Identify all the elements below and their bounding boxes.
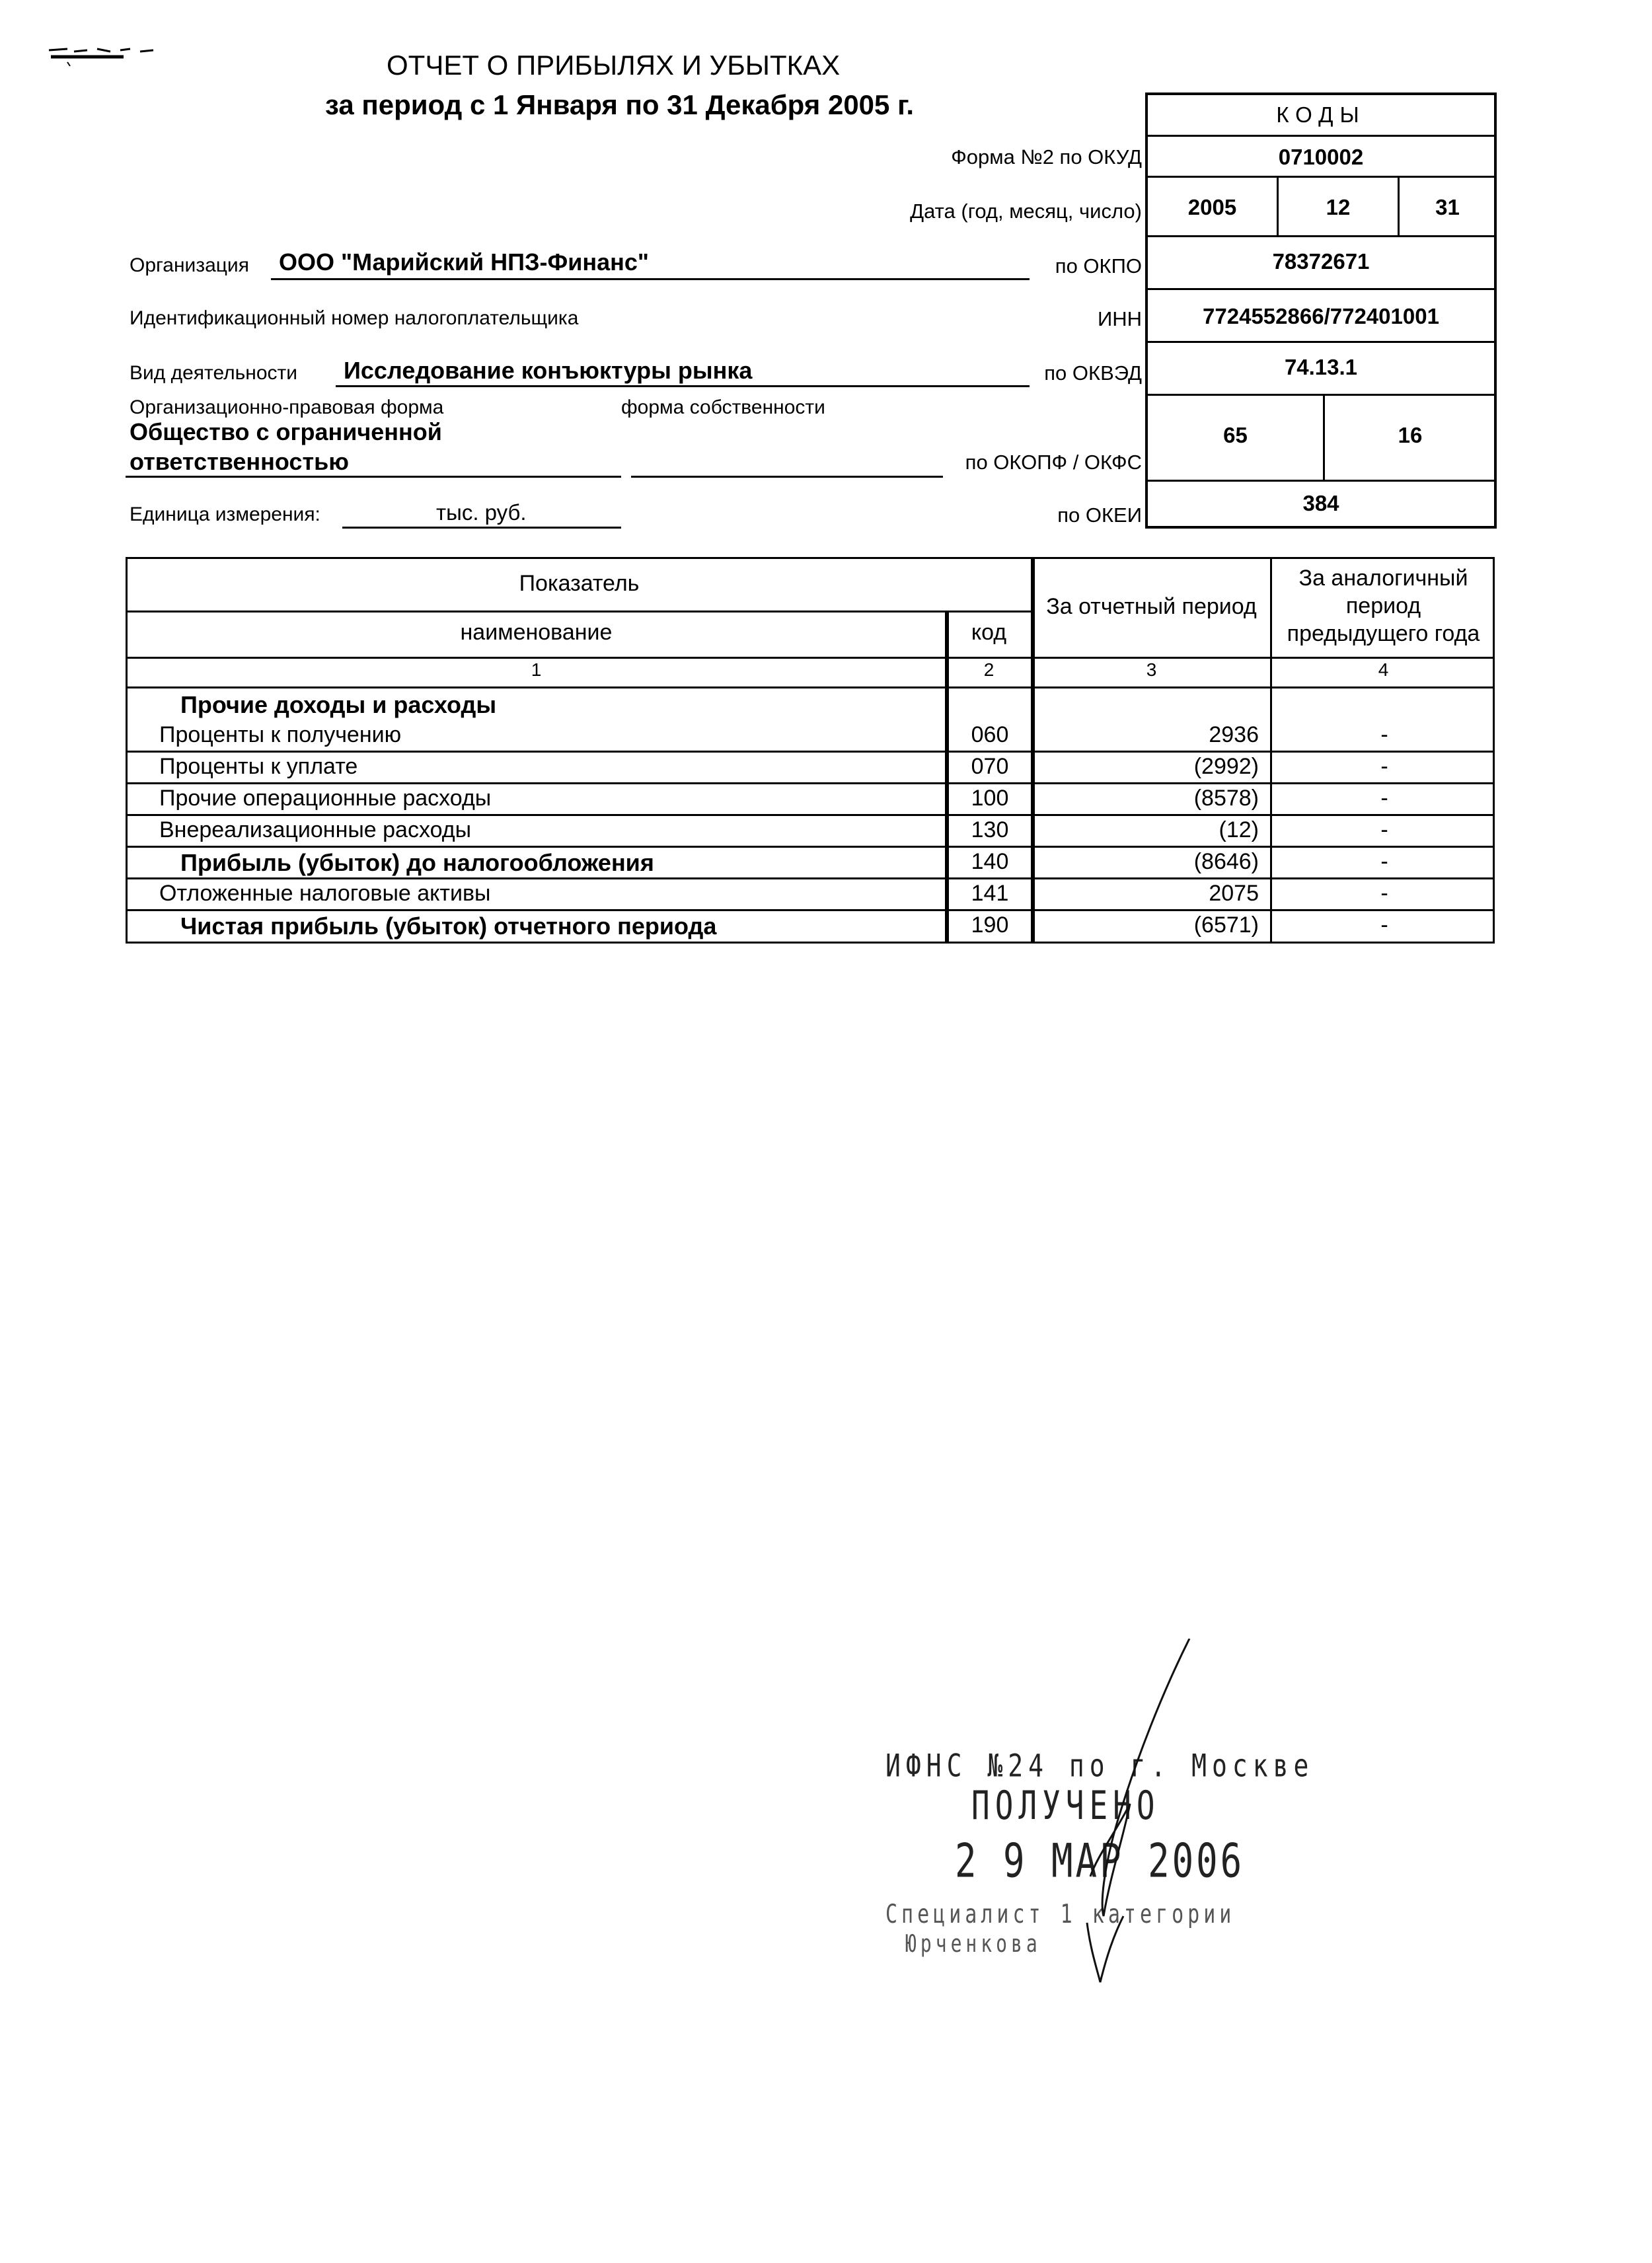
table-row-prev: - [1380, 881, 1388, 906]
col-number-1: 1 [531, 659, 542, 680]
ownership-underline [631, 476, 943, 478]
section-heading: Прочие доходы и расходы [180, 691, 497, 718]
received-stamp [872, 1639, 1314, 2009]
row-line [128, 846, 1493, 848]
row-line [128, 751, 1493, 753]
org-underline [271, 278, 1030, 280]
table-row-prev: - [1380, 912, 1388, 938]
org-value: ООО "Марийский НПЗ-Финанс" [279, 248, 649, 276]
legal-form-value-1: Общество с ограниченной [130, 418, 442, 445]
table-row-code: 070 [971, 754, 1009, 779]
activity-underline [336, 385, 1030, 387]
ownership-label: форма собственности [621, 396, 825, 418]
table-row-current: (12) [1219, 817, 1259, 842]
okved-label: по ОКВЭД [1044, 361, 1142, 385]
activity-value: Исследование конъюктуры рынка [344, 357, 753, 384]
stamp-name: Юрченкова [905, 1929, 1041, 1958]
code-okpo: 78372671 [1148, 235, 1494, 288]
table-row-current: (2992) [1193, 754, 1259, 779]
table-row-code: 130 [971, 817, 1009, 842]
table-row-current: (8646) [1193, 849, 1259, 874]
row-line [128, 611, 1031, 612]
table-row-name: Проценты к получению [159, 722, 402, 747]
table-row-code: 060 [971, 722, 1009, 747]
legal-form-underline [126, 476, 621, 478]
row-line [128, 814, 1493, 816]
unit-underline [342, 527, 621, 529]
org-label: Организация [130, 254, 249, 276]
code-okei: 384 [1148, 480, 1494, 529]
table-row-name: Внереализационные расходы [159, 817, 472, 842]
table-row-prev: - [1380, 722, 1388, 747]
table-row-prev: - [1380, 849, 1388, 874]
table-row-prev: - [1380, 786, 1388, 811]
codes-box [1145, 93, 1497, 529]
code-okopf: 65 [1223, 423, 1248, 447]
date-label: Дата (год, месяц, число) [910, 200, 1142, 223]
table-row-code: 190 [971, 912, 1009, 938]
table-row-current: 2936 [1209, 722, 1259, 747]
code-okud: 0710002 [1148, 135, 1494, 178]
stamp-received: ПОЛУЧЕНО [971, 1781, 1160, 1829]
header-indicator: Показатель [519, 571, 640, 596]
stamp-specialist: Специалист 1 категории [885, 1899, 1236, 1930]
header-code: код [971, 620, 1007, 645]
row-line [128, 909, 1493, 911]
okei-label: по ОКЕИ [1057, 503, 1142, 527]
code-date-month: 12 [1326, 195, 1351, 219]
activity-label: Вид деятельности [130, 362, 298, 384]
table-row-name: Прочие операционные расходы [159, 786, 492, 811]
report-period: за период с 1 Января по 31 Декабря 2005 г. [325, 89, 915, 120]
signature [872, 1639, 1269, 2009]
header-prev-1: За аналогичный [1298, 566, 1468, 591]
okopf-okfs-label: по ОКОПФ / ОКФС [965, 451, 1142, 474]
okud-label: Форма №2 по ОКУД [951, 145, 1142, 168]
table-row-code: 100 [971, 786, 1009, 811]
col-number-2: 2 [983, 659, 995, 680]
legal-form-label: Организационно-правовая форма [130, 396, 444, 418]
code-okopf-okfs [1148, 394, 1494, 482]
col-number-3: 3 [1146, 659, 1157, 680]
code-okfs: 16 [1398, 423, 1423, 447]
header-prev-2: период [1345, 593, 1421, 618]
inn-label: ИНН [1097, 307, 1142, 330]
okpo-label: по ОКПО [1055, 254, 1142, 278]
table-row-name: Чистая прибыль (убыток) отчетного периода [180, 912, 717, 940]
inn-caption: Идентификационный номер налогоплательщика [130, 307, 579, 329]
code-date-year: 2005 [1187, 195, 1237, 219]
table-row-code: 141 [971, 881, 1009, 906]
code-date [1148, 176, 1494, 237]
table-row-code: 140 [971, 849, 1009, 874]
row-line [128, 782, 1493, 784]
report-title: ОТЧЕТ О ПРИБЫЛЯХ И УБЫТКАХ [387, 50, 841, 81]
table-row-current: (8578) [1193, 786, 1259, 811]
header-prev-3: предыдущего года [1287, 621, 1480, 646]
code-date-day: 31 [1435, 195, 1460, 219]
stamp-date: 2 9 МАР 2006 [955, 1834, 1245, 1888]
codes-heading: КОДЫ [1276, 102, 1366, 127]
table-row-name: Отложенные налоговые активы [159, 881, 491, 906]
scan-mark [48, 44, 167, 70]
table-row-prev: - [1380, 754, 1388, 779]
income-statement-table [126, 557, 1495, 944]
header-name: наименование [460, 620, 613, 645]
row-line [128, 686, 1493, 688]
header-current: За отчетный период [1046, 594, 1257, 619]
table-row-current: 2075 [1209, 881, 1259, 906]
unit-value: тыс. руб. [436, 500, 527, 525]
table-row-name: Проценты к уплате [159, 754, 358, 779]
stamp-office: ИФНС №24 по г. Москве [885, 1747, 1314, 1784]
table-row-current: (6571) [1193, 912, 1259, 938]
col-number-4: 4 [1378, 659, 1389, 680]
legal-form-value-2: ответственностью [130, 448, 349, 475]
unit-label: Единица измерения: [130, 503, 320, 525]
table-row-prev: - [1380, 817, 1388, 842]
row-line [128, 657, 1493, 659]
table-row-name: Прибыль (убыток) до налогообложения [180, 849, 654, 876]
code-okved: 74.13.1 [1148, 341, 1494, 394]
code-inn: 7724552866/772401001 [1148, 288, 1494, 343]
row-line [128, 877, 1493, 879]
